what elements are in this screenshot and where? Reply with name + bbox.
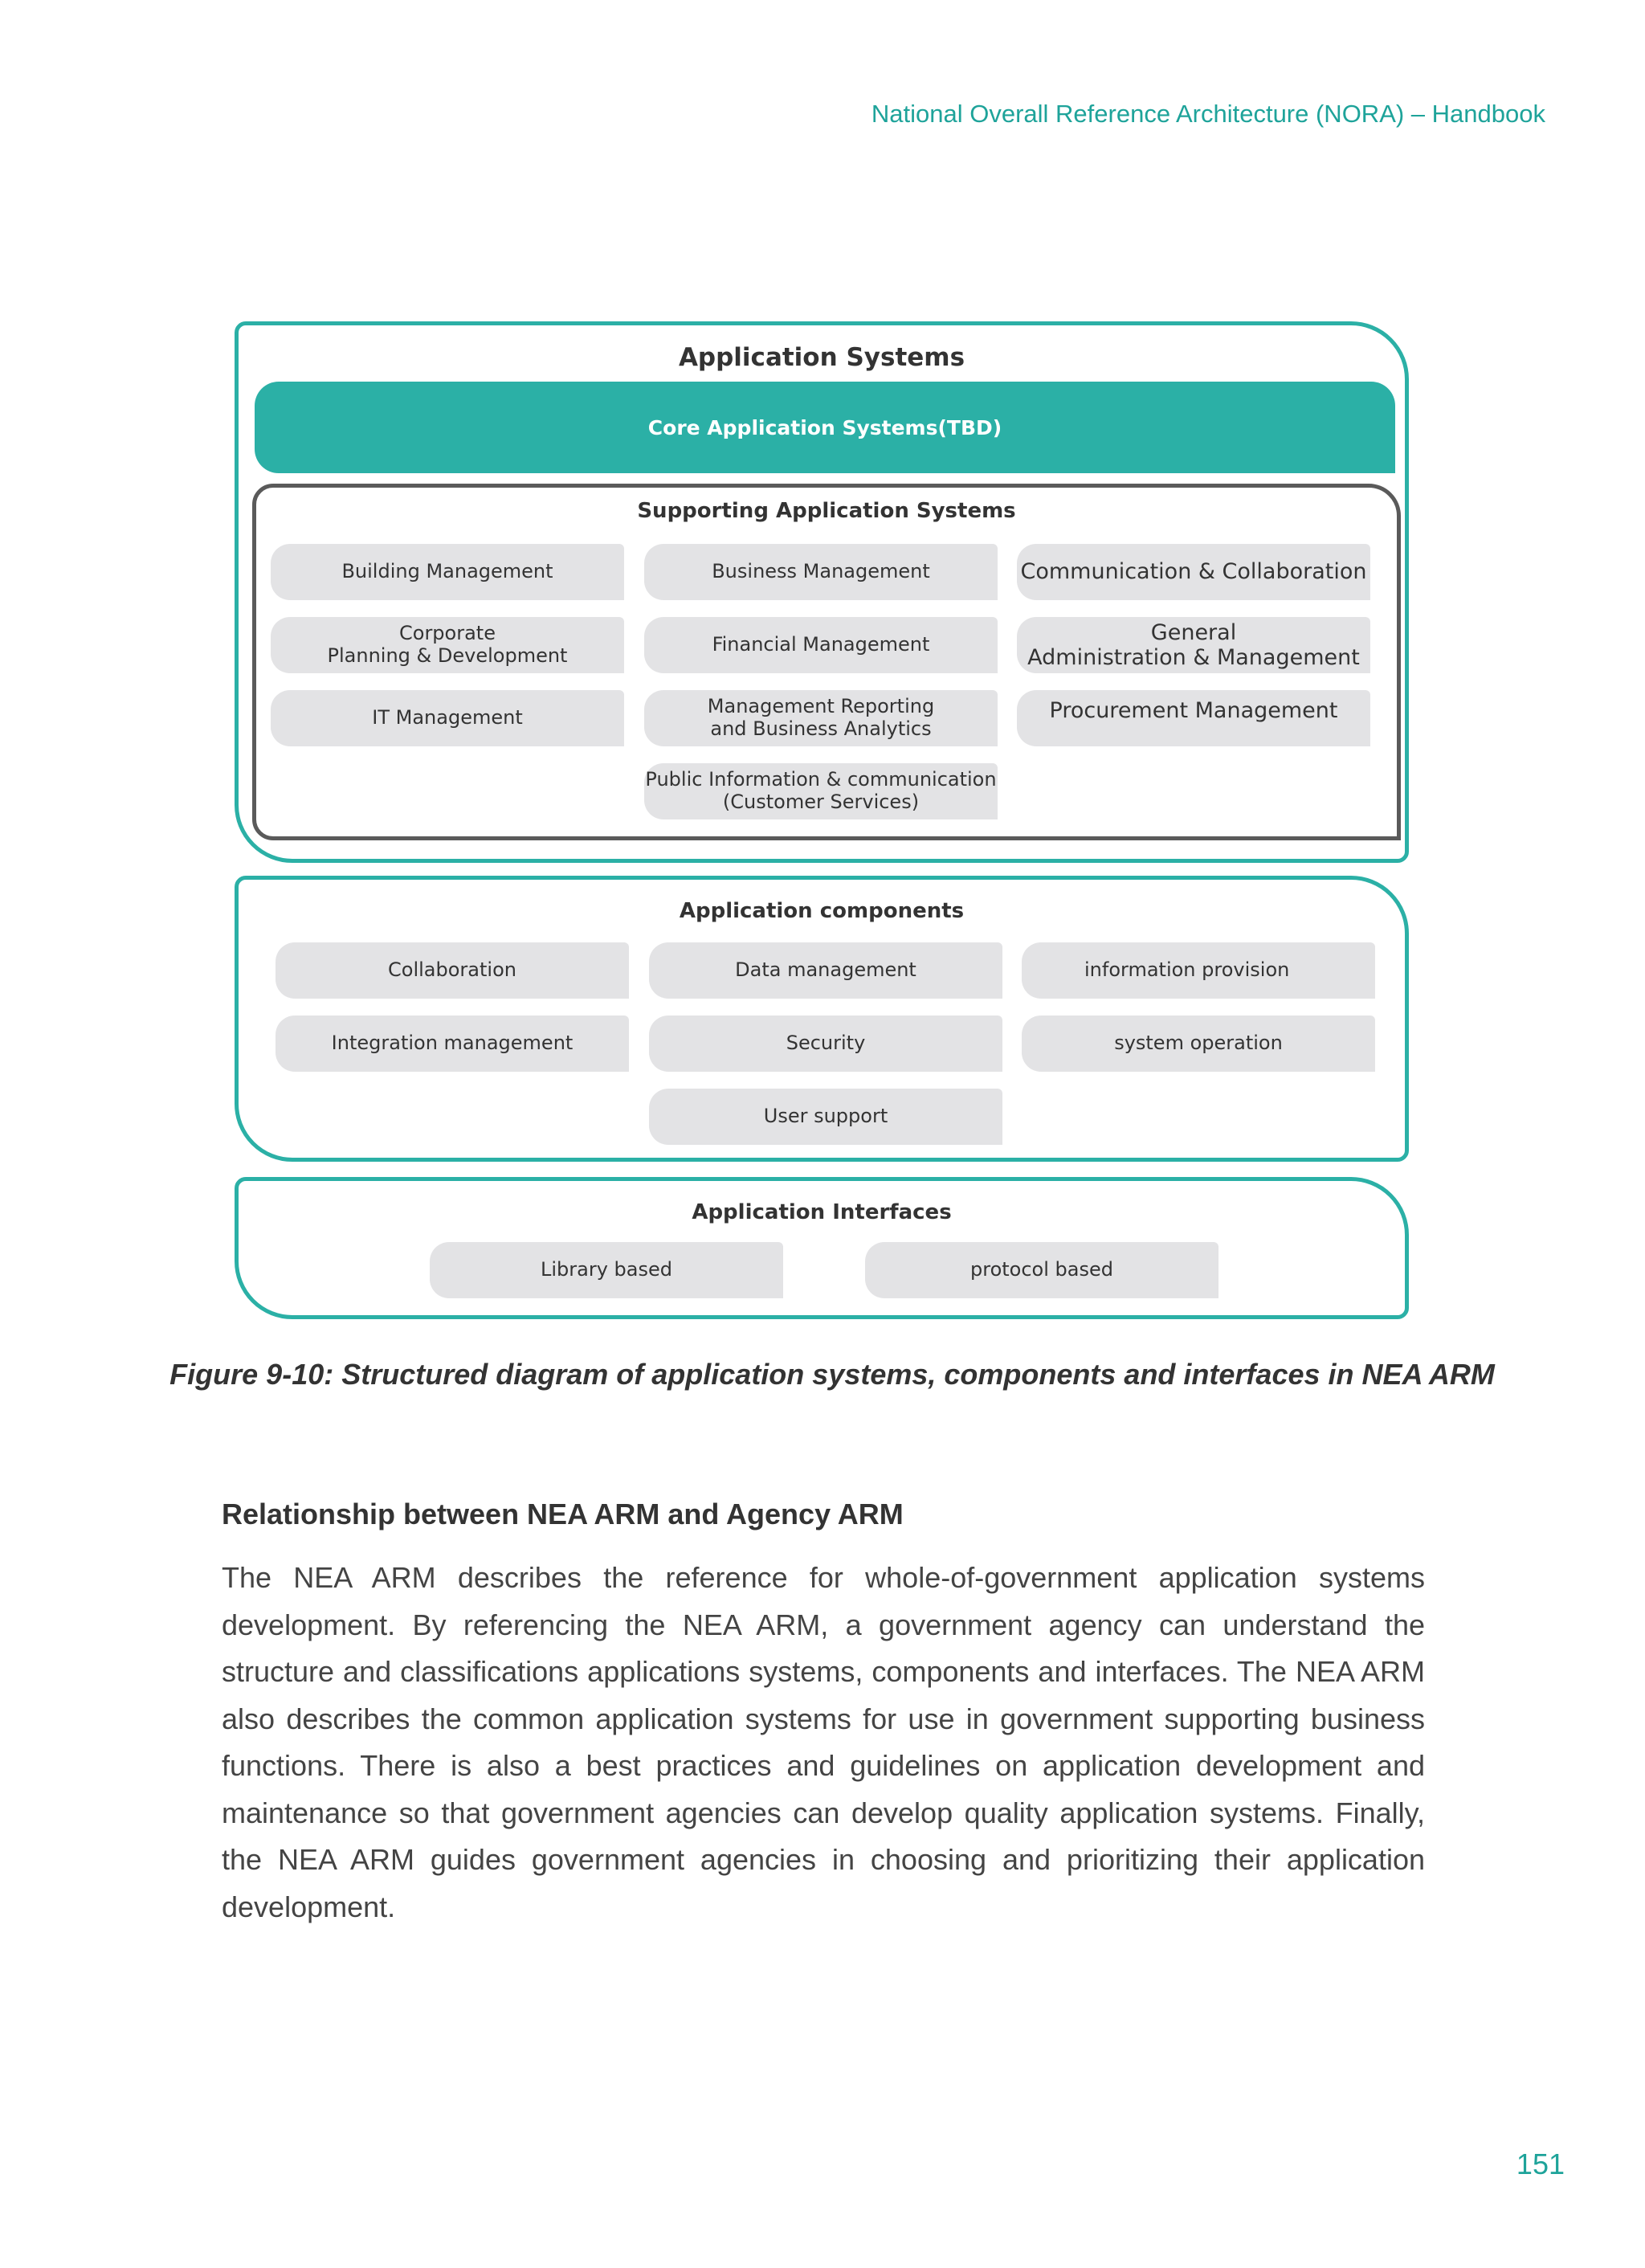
application-interfaces-box: [235, 1177, 1409, 1319]
pill-procurement-management: Procurement Management: [1017, 690, 1370, 746]
pill-it-management: IT Management: [271, 690, 624, 746]
application-components-box: [235, 876, 1409, 1162]
pill-security: Security: [649, 1015, 1002, 1072]
pill-protocol-based: protocol based: [865, 1242, 1218, 1298]
application-interfaces-title: Application Interfaces: [692, 1200, 952, 1224]
application-components-title: Application components: [679, 899, 965, 923]
application-systems-title: Application Systems: [678, 343, 965, 372]
application-systems-box: [235, 321, 1409, 863]
pill-business-management: Business Management: [644, 544, 998, 600]
supporting-application-systems-box: [252, 484, 1401, 840]
pill-public-information: Public Information & communication (Customer Services): [644, 763, 998, 819]
pill-corporate-planning: Corporate Planning & Development: [271, 617, 624, 673]
pill-communication-collaboration: Communication & Collaboration: [1017, 544, 1370, 600]
pill-collaboration: Collaboration: [276, 942, 629, 999]
core-application-systems-band: Core Application Systems(TBD): [255, 382, 1395, 473]
figure-caption: Figure 9-10: Structured diagram of application systems, components and interfaces in NEA ARM: [169, 1358, 1495, 1391]
pill-data-management: Data management: [649, 942, 1002, 999]
pill-library-based: Library based: [430, 1242, 783, 1298]
pill-financial-management: Financial Management: [644, 617, 998, 673]
pill-general-administration: General Administration & Management: [1017, 617, 1370, 673]
pill-integration-management: Integration management: [276, 1015, 629, 1072]
pill-building-management: Building Management: [271, 544, 624, 600]
pill-information-provision: information provision: [1022, 942, 1375, 999]
running-header: National Overall Reference Architecture (NORA) – Handbook: [871, 100, 1545, 128]
pill-management-reporting: Management Reporting and Business Analytics: [644, 690, 998, 746]
section-heading: Relationship between NEA ARM and Agency ARM: [222, 1498, 904, 1530]
pill-user-support: User support: [649, 1089, 1002, 1145]
pill-system-operation: system operation: [1022, 1015, 1375, 1072]
body-paragraph: The NEA ARM describes the reference for whole-of-government application systems development. By referencing the NEA ARM, a government agency can understand the structure and classifications applications systems, components and interfaces. The NEA ARM also describes the common application systems for use in government supporting business functions. There is also a best practices and guidelines on application development and maintenance so that government agencies can develop quality application systems. Finally, the NEA ARM guides government agencies in choosing and prioritizing their application development.: [222, 1561, 1425, 1923]
supporting-systems-title: Supporting Application Systems: [637, 499, 1016, 523]
page-number: 151: [1516, 2147, 1565, 2180]
